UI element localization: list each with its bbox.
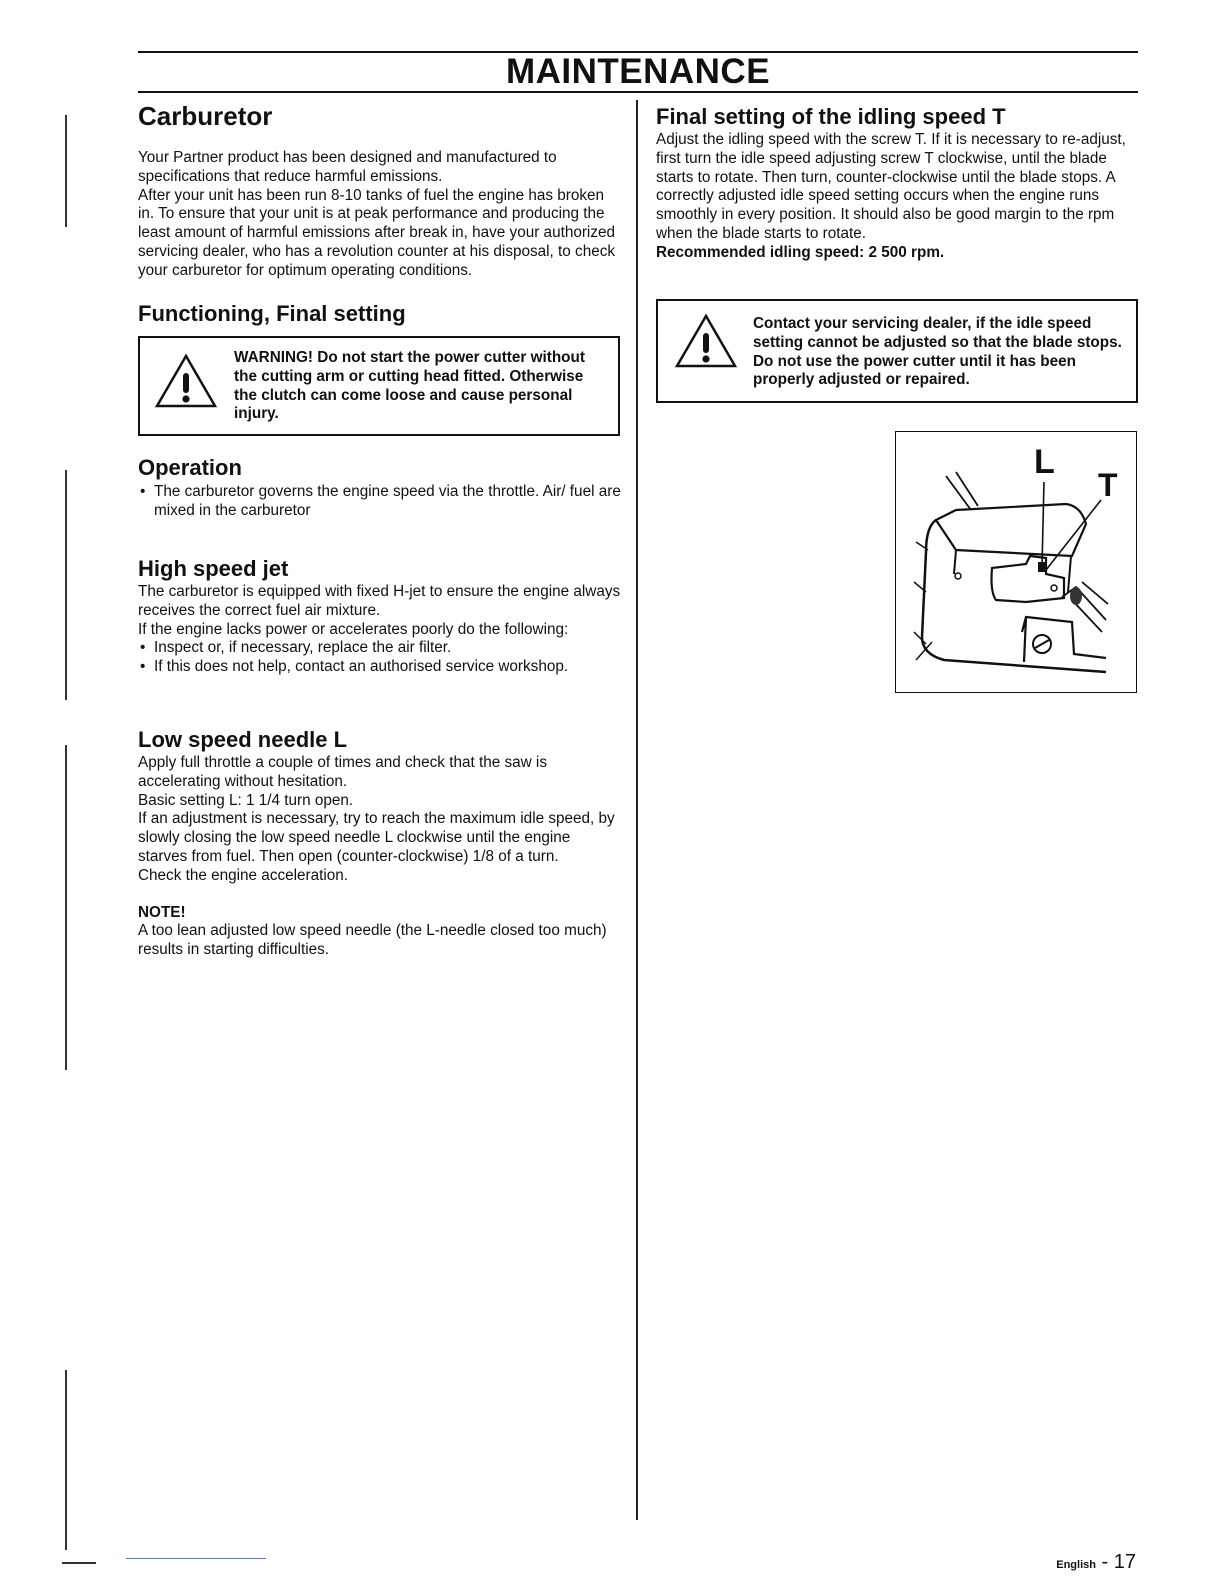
carburetor-heading: Carburetor — [138, 101, 273, 131]
recommended-idling-speed: Recommended idling speed: 2 500 rpm. — [656, 243, 945, 261]
carburetor-adjustment-figure — [895, 431, 1137, 693]
high-speed-bullet: • If this does not help, contact an authorised service workshop. — [138, 658, 622, 677]
note-heading: NOTE! — [138, 903, 186, 921]
scan-margin-mark — [65, 1370, 67, 1550]
high-speed-bullet: • Inspect or, if necessary, replace the air filter. — [138, 639, 622, 658]
figure-label-t: T — [1098, 467, 1118, 503]
page-number: 17 — [1113, 1551, 1136, 1573]
operation-section — [138, 454, 622, 521]
high-speed-heading: High speed jet — [138, 556, 289, 581]
functioning-section — [138, 300, 622, 328]
note-text: A too lean adjusted low speed needle (the L-needle closed too much) results in starting difficulties. — [138, 922, 607, 959]
final-setting-section — [656, 103, 1140, 263]
high-speed-section — [138, 555, 622, 677]
page-title: MAINTENANCE — [505, 52, 771, 91]
low-speed-paragraph-1: Apply full throttle a couple of times and check that the saw is accelerating without hesitation. — [138, 754, 547, 790]
final-setting-paragraph: Adjust the idling speed with the screw T. If it is necessary to re-adjust, first turn the idle speed adjusting screw T clockwise, until the blade starts to rotate. Then turn, counter-clockwise until the blade stops. A correctly adjusted idle speed setting occurs when the engine runs smoothly in every position. It should also be good margin to the rpm when the blade starts to rotate. — [656, 131, 1126, 242]
low-speed-paragraph-3: If an adjustment is necessary, try to reach the maximum idle speed, by slowly closing the low speed needle L clockwise until the engine starves from fuel. Then open (counter-clockwise) 1/8 of a turn. — [138, 810, 615, 865]
warning-text-dealer: Contact your servicing dealer, if the idle speed setting cannot be adjusted so that the blade stops. Do not use the power cutter until it has been properly adjusted or repaired. — [753, 315, 1122, 389]
functioning-heading: Functioning, Final setting — [138, 301, 406, 326]
warning-triangle-icon — [674, 313, 738, 369]
scan-artifact-line — [126, 1558, 266, 1559]
scan-margin-mark — [65, 470, 67, 700]
low-speed-heading: Low speed needle L — [138, 727, 348, 752]
header-rule-bottom — [138, 91, 1138, 93]
warning-box-clutch — [138, 336, 620, 436]
final-setting-heading: Final setting of the idling speed T — [656, 104, 1006, 129]
scan-artifact-line — [62, 1562, 96, 1564]
warning-triangle-icon — [154, 353, 218, 409]
high-speed-paragraph-1: The carburetor is equipped with fixed H-jet to ensure the engine always receives the correct fuel air mixture. — [138, 583, 621, 619]
footer-language: English — [1056, 1559, 1096, 1571]
low-speed-paragraph-4: Check the engine acceleration. — [138, 866, 349, 884]
scan-margin-mark — [65, 745, 67, 1070]
carburetor-section — [138, 100, 622, 281]
carburetor-paragraph-2: After your unit has been run 8-10 tanks of fuel the engine has broken in. To ensure that your unit is at peak performance and producing the least amount of harmful emissions after break in, have your authorized servicing dealer, who has a revolution counter at his disposal, to check your carburetor for optimum operating conditions. — [138, 186, 616, 279]
page-footer — [1056, 1551, 1136, 1574]
low-speed-section — [138, 726, 622, 960]
scan-margin-mark — [65, 115, 67, 227]
figure-label-l: L — [1034, 443, 1055, 481]
low-speed-paragraph-2: Basic setting L: 1 1/4 turn open. — [138, 791, 354, 809]
column-divider — [636, 100, 638, 1520]
operation-bullet: • The carburetor governs the engine speed via the throttle. Air/ fuel are mixed in the carburetor — [138, 483, 622, 521]
operation-heading: Operation — [138, 455, 242, 480]
high-speed-paragraph-2: If the engine lacks power or accelerates poorly do the following: — [138, 620, 569, 638]
carburetor-paragraph-1: Your Partner product has been designed and manufactured to specifications that reduce harmful emissions. — [138, 149, 557, 185]
warning-text-clutch: WARNING! Do not start the power cutter without the cutting arm or cutting head fitted. Otherwise the clutch can come loose and cause personal injury. — [234, 349, 585, 423]
warning-box-dealer — [656, 299, 1138, 403]
footer-separator: - — [1095, 1551, 1114, 1573]
